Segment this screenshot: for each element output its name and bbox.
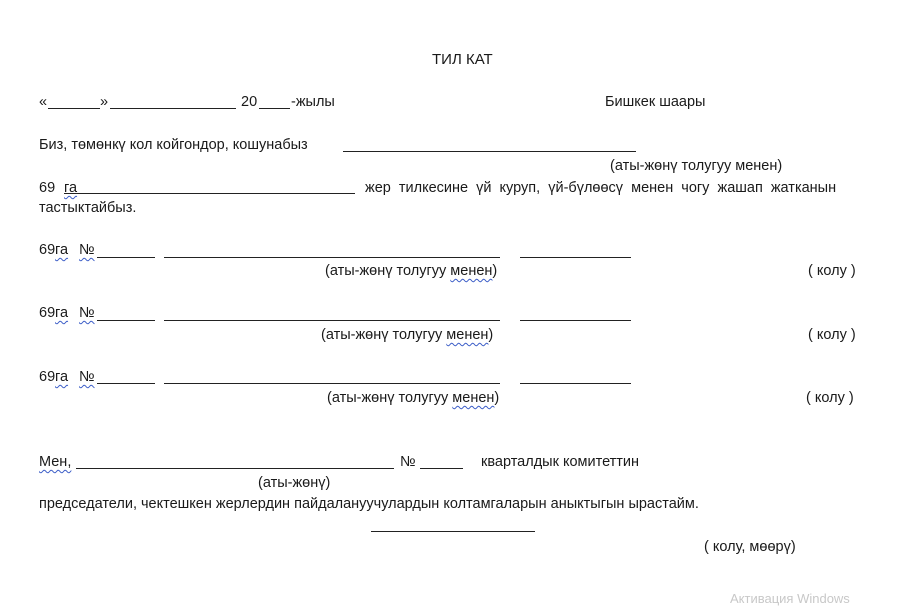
signer-3-sign-caption: ( колу ) [806,390,854,406]
signer-1-no-blank [97,257,155,258]
signer-1-sign-blank [520,257,631,258]
signer-1-no: № [79,242,95,258]
signer-3-no-blank [97,383,155,384]
chairman-no-blank [420,468,463,469]
signer-3-sign-blank [520,383,631,384]
chairman-sign-caption: ( колу, мөөрү) [704,539,796,555]
signer-1-sign-caption: ( колу ) [808,263,856,279]
chairman-sign-blank [371,531,535,532]
signer-2-prefix: 69 [39,305,56,321]
signer-3-prefix: 69 [39,369,56,385]
neighbor-name-blank [343,151,636,152]
land-text: жер тилкесине үй куруп, үй-бүлөөсү менен чогу жашап жатканын [365,180,837,196]
land-text-cont: тастыктайбыз. [39,200,137,216]
month-blank [110,108,236,109]
year-prefix: 20 [241,94,258,110]
year-suffix: -жылы [291,94,335,110]
year-blank [259,108,290,109]
signer-2-suffix: га [55,305,69,321]
signer-1-name-blank [164,257,500,258]
activation-watermark: Активация Windows [730,591,850,606]
signer-2-sign-blank [520,320,631,321]
chairman-committee: кварталдык комитеттин [481,454,640,470]
signer-2-sign-caption: ( колу ) [808,327,856,343]
signer-3-name-blank [164,383,500,384]
chairman-no: № [400,454,416,470]
date-open-quote: « [39,94,48,110]
land-suffix: га [64,180,78,196]
chairman-name-blank [76,468,394,469]
signer-3-suffix: га [55,369,69,385]
land-blank [64,193,355,194]
land-number: 69 [39,180,56,196]
chairman-name-caption: (аты-жөнү) [258,475,331,491]
chairman-me: Мен, [39,454,72,470]
signer-1-suffix: га [55,242,69,258]
signer-2-name-caption: (аты-жөнү толугуу менен) [321,327,494,343]
city: Бишкек шаары [605,94,706,110]
signer-1-name-caption: (аты-жөнү толугуу менен) [325,263,498,279]
signer-2-name-blank [164,320,500,321]
neighbor-name-caption: (аты-жөнү толугуу менен) [610,158,783,174]
signer-3-no: № [79,369,95,385]
signer-3-name-caption: (аты-жөнү толугуу менен) [327,390,500,406]
signer-1-prefix: 69 [39,242,56,258]
date-close-quote: » [100,94,109,110]
day-blank [48,108,100,109]
intro-text: Биз, төмөнкү кол койгондор, кошунабыз [39,137,308,153]
signer-2-no: № [79,305,95,321]
signer-2-no-blank [97,320,155,321]
document-title: ТИЛ КАТ [432,51,493,68]
chairman-statement: председатели, чектешкен жерлердин пайдалануучулардын колтамгаларын аныктыгын ырастайм. [39,496,699,512]
